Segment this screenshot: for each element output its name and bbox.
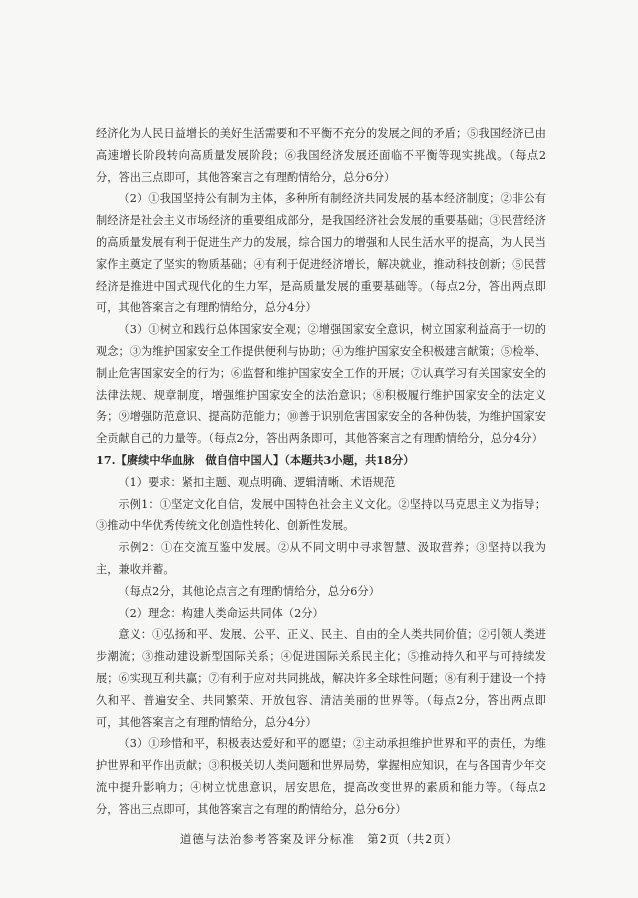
answer-paragraph: （3）①珍惜和平，积极表达爱好和平的愿望；②主动承担维护世界和平的责任，为维护世界和平作出贡献；③积极关切人类问题和世界局势，掌握相应知识，在与各国青少年交流中提升影响力；④树立忧患意识，居安思危，提高改变世界的素质和能力等。（每点2分，答出三点即可，其他答案言之有理的酌情给分，总分6分） xyxy=(96,737,546,816)
answer-paragraph: 示例2：①在交流互鉴中发展。②从不同文明中寻求智慧、汲取营养；③坚持以我为主，兼收并蓄。 xyxy=(96,541,546,576)
answer-paragraph: 经济化为人民日益增长的美好生活需要和不平衡不充分的发展之间的矛盾；⑤我国经济已由高速增长阶段转向高质量发展阶段；⑥我国经济发展还面临不平衡等现实挑战。（每点2分，答出三点即可，其他答案言之有理酌情给分，总分6分） xyxy=(96,127,546,184)
question-17-title: 17.【赓续中华血脉 做自信中国人】（本题共3小题，共18分） xyxy=(96,452,415,467)
answer-paragraph: （2）①我国坚持公有制为主体，多种所有制经济共同发展的基本经济制度；②非公有制经济是社会主义市场经济的重要组成部分，是我国经济社会发展的重要基础；③民营经济的高质量发展有利于促进生产力的发展，综合国力的增强和人民生活水平的提高，为人民当家作主奠定了坚实的物质基础；④有利于促进经济增长，解决就业，推动科技创新；⑤民营经济是推进中国式现代化的生力军，是高质量发展的重要基础等。（每点2分，答出两点即可，其他答案言之有理酌情给分，总分4分） xyxy=(96,192,546,315)
answer-paragraph: （1）要求：紧扣主题、观点明确、逻辑清晰、术语规范 xyxy=(118,475,396,489)
page-footer: 道德与法治参考答案及评分标准 第2页（共2页） xyxy=(179,832,459,846)
answer-paragraph: （3）①树立和践行总体国家安全观；②增强国家安全意识，树立国家利益高于一切的观念；③为维护国家安全工作提供便利与协助；④为维护国家安全积极建言献策；⑤检举、制止危害国家安全的行为；⑥监督和维护国家安全工作的开展；⑦认真学习有关国家安全的法律法规、规章制度，增强维护国家安全的法治意识；⑧积极履行维护国家安全的法定义务；⑨增强防范意识、提高防范能力；⑩善于识别危害国家安全的各种伪装，为维护国家安全贡献自己的力量等。（每点2分，答出两条即可，其他答案言之有理酌情给分，总分4分） xyxy=(96,323,546,446)
answer-content xyxy=(96,123,546,821)
answer-paragraph: （每点2分，其他论点言之有理酌情给分，总分6分） xyxy=(118,584,380,598)
answer-paragraph: 意义：①弘扬和平、发展、公平、正义、民主、自由的全人类共同价值；②引领人类进步潮流；③推动建设新型国际关系；④促进国际关系民主化；⑤推动持久和平与可持续发展；⑥实现互利共赢；⑦有利于应对共同挑战，解决许多全球性问题；⑧有利于建设一个持久和平、普遍安全、共同繁荣、开放包容、清洁美丽的世界等。（每点2分，答出两点即可，其他答案言之有理酌情给分，总分4分） xyxy=(96,628,546,729)
answer-paragraph: （2）理念：构建人类命运共同体（2分） xyxy=(118,606,324,620)
answer-paragraph: 示例1：①坚定文化自信，发展中国特色社会主义文化。②坚持以马克思主义为指导；③推动中华优秀传统文化创造性转化、创新性发展。 xyxy=(96,497,546,533)
